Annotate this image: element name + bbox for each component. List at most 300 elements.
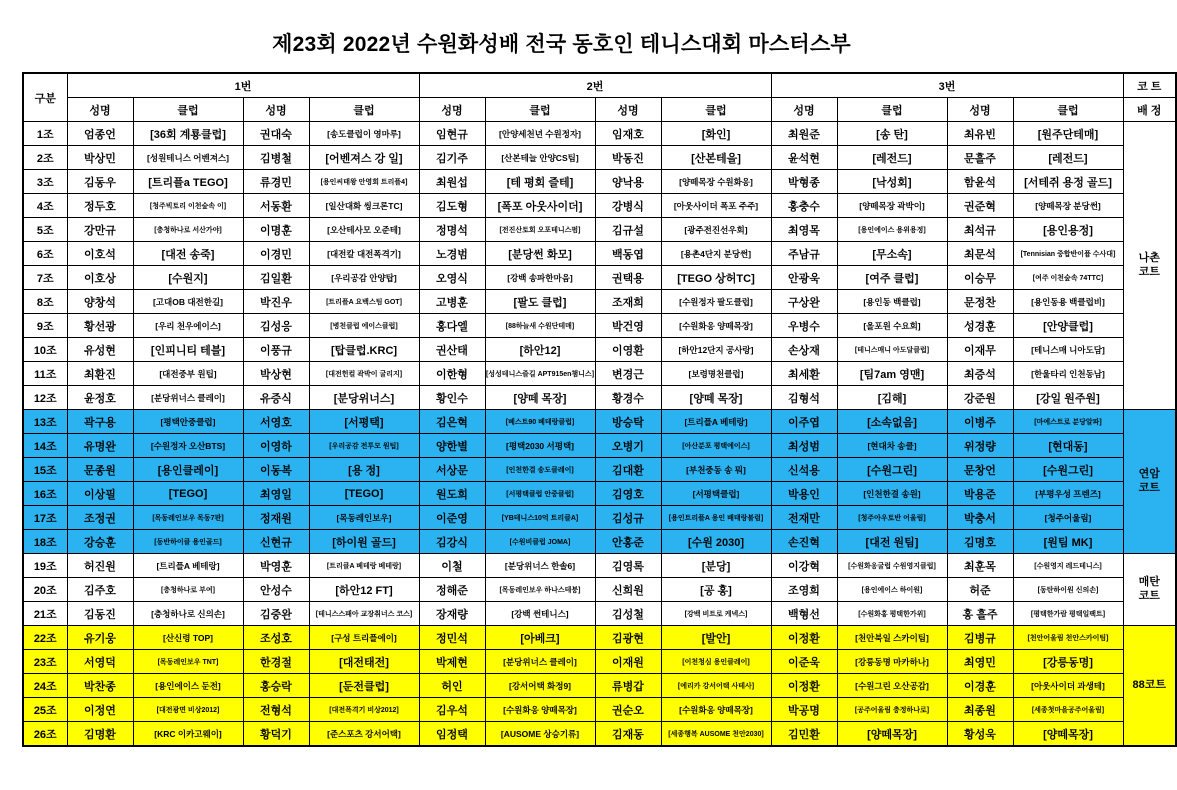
- player-name: 이풍규: [243, 338, 309, 362]
- player-club: [전진산토회 오포테니스펌]: [485, 218, 595, 242]
- player-name: 오영식: [419, 266, 485, 290]
- player-club: [마에스트로 분당알파]: [1013, 410, 1123, 434]
- player-club: [병천클럽 에이스클럽]: [309, 314, 419, 338]
- player-club: [수원정자 오산BTS]: [133, 434, 243, 458]
- court-assignment: 88코트: [1123, 626, 1176, 747]
- player-name: 김병규: [947, 626, 1013, 650]
- player-club: [동탄하이원 신의손]: [1013, 578, 1123, 602]
- player-name: 최증석: [947, 362, 1013, 386]
- player-name: 김대환: [595, 458, 661, 482]
- player-name: 방승탁: [595, 410, 661, 434]
- player-club: [팀7am 영맨]: [837, 362, 947, 386]
- player-name: 안성수: [243, 578, 309, 602]
- player-name: 안광욱: [771, 266, 837, 290]
- player-club: [아웃사이더 과생테]: [1013, 674, 1123, 698]
- player-name: 주남규: [771, 242, 837, 266]
- player-name: 곽구용: [67, 410, 133, 434]
- player-club: [청주아우토반 어울림]: [837, 506, 947, 530]
- player-club: [용인용정]: [1013, 218, 1123, 242]
- table-row: [23, 410, 1176, 434]
- player-club: [산본테늘 안양CS팀]: [485, 146, 595, 170]
- header-row-subs: [23, 98, 1176, 122]
- player-name: 전형석: [243, 698, 309, 722]
- table-row: [23, 650, 1176, 674]
- row-group-label: 9조: [23, 314, 67, 338]
- player-club: [수원화홍 평택한가위]: [837, 602, 947, 626]
- header-club-1: 클럽: [133, 98, 243, 122]
- header-gubun: 구분: [23, 73, 67, 122]
- player-club: [천안북일 스카이팀]: [837, 626, 947, 650]
- player-club: [충청하나로 신의손]: [133, 602, 243, 626]
- table-row: [23, 506, 1176, 530]
- header-club-4: 클럽: [661, 98, 771, 122]
- row-group-label: 2조: [23, 146, 67, 170]
- player-name: 신현규: [243, 530, 309, 554]
- player-club: [부천중동 송 뭐]: [661, 458, 771, 482]
- player-name: 김우석: [419, 698, 485, 722]
- player-club: [우리공감 안양탑]: [309, 266, 419, 290]
- row-group-label: 23조: [23, 650, 67, 674]
- player-club: [광주전진선우회]: [661, 218, 771, 242]
- table-row: [23, 626, 1176, 650]
- player-club: [청주빅토리 이천숲속 이]: [133, 194, 243, 218]
- player-name: 김동진: [67, 602, 133, 626]
- player-club: [아산분포 평택에이스]: [661, 434, 771, 458]
- player-name: 이준영: [419, 506, 485, 530]
- row-group-label: 22조: [23, 626, 67, 650]
- header-club-6: 클럽: [1013, 98, 1123, 122]
- player-name: 허인: [419, 674, 485, 698]
- player-club: [성원테니스 어벤져스]: [133, 146, 243, 170]
- header-name-4: 성명: [595, 98, 661, 122]
- player-name: 강만규: [67, 218, 133, 242]
- row-group-label: 4조: [23, 194, 67, 218]
- player-club: [서평택클럽]: [661, 482, 771, 506]
- player-name: 최영목: [771, 218, 837, 242]
- player-name: 이준욱: [771, 650, 837, 674]
- header-group-3: 3번: [771, 73, 1123, 98]
- player-club: [부평우성 프렌즈]: [1013, 482, 1123, 506]
- player-name: 강승훈: [67, 530, 133, 554]
- player-club: [분당위너스 클레이]: [485, 650, 595, 674]
- player-club: [수원그린]: [837, 458, 947, 482]
- player-name: 이한형: [419, 362, 485, 386]
- player-club: [화인]: [661, 122, 771, 146]
- player-name: 윤정호: [67, 386, 133, 410]
- player-name: 권준혁: [947, 194, 1013, 218]
- player-club: [강백 송파한마음]: [485, 266, 595, 290]
- header-group-1: 1번: [67, 73, 419, 98]
- row-group-label: 3조: [23, 170, 67, 194]
- header-group-2: 2번: [419, 73, 771, 98]
- player-club: [수원 2030]: [661, 530, 771, 554]
- player-club: [베스트90 베테랑클럽]: [485, 410, 595, 434]
- player-name: 황성욱: [947, 722, 1013, 747]
- player-name: 문종원: [67, 458, 133, 482]
- player-club: [레전드]: [1013, 146, 1123, 170]
- player-name: 홍다엘: [419, 314, 485, 338]
- player-name: 전재만: [771, 506, 837, 530]
- player-club: [강일 원주원]: [1013, 386, 1123, 410]
- player-name: 함윤석: [947, 170, 1013, 194]
- player-name: 이정연: [67, 698, 133, 722]
- player-club: [구성 트리플에이]: [309, 626, 419, 650]
- player-name: 홍승락: [243, 674, 309, 698]
- player-club: [우리 천우에이스]: [133, 314, 243, 338]
- player-club: [준스포츠 강서어택]: [309, 722, 419, 747]
- player-name: 이철: [419, 554, 485, 578]
- player-club: [산본테을]: [661, 146, 771, 170]
- player-club: [용인에이스 용위용정]: [837, 218, 947, 242]
- player-name: 유기웅: [67, 626, 133, 650]
- row-group-label: 1조: [23, 122, 67, 146]
- player-name: 양창석: [67, 290, 133, 314]
- player-club: [양떼목장 곽박이]: [837, 194, 947, 218]
- table-row: [23, 218, 1176, 242]
- player-club: [TEGO]: [309, 482, 419, 506]
- player-club: [용인씨태왕 안영회 트리플4]: [309, 170, 419, 194]
- draw-table: [22, 72, 1177, 747]
- row-group-label: 11조: [23, 362, 67, 386]
- table-row: [23, 722, 1176, 747]
- player-name: 홍충수: [771, 194, 837, 218]
- player-club: [공주어울림 충정하나로]: [837, 698, 947, 722]
- player-name: 이정환: [771, 674, 837, 698]
- row-group-label: 13조: [23, 410, 67, 434]
- row-group-label: 7조: [23, 266, 67, 290]
- player-club: [이천청심 용인클레이]: [661, 650, 771, 674]
- header-club-5: 클럽: [837, 98, 947, 122]
- player-name: 박상민: [67, 146, 133, 170]
- table-row: [23, 242, 1176, 266]
- player-name: 최세환: [771, 362, 837, 386]
- player-club: [성성테니스즐길 APT915en챔니스]: [485, 362, 595, 386]
- player-name: 김동우: [67, 170, 133, 194]
- player-club: [원팀 MK]: [1013, 530, 1123, 554]
- player-name: 최환진: [67, 362, 133, 386]
- player-name: 엄종언: [67, 122, 133, 146]
- player-club: [고대OB 대전한길]: [133, 290, 243, 314]
- player-club: [트리클A 베테랑 베테랑]: [309, 554, 419, 578]
- player-name: 오병기: [595, 434, 661, 458]
- player-club: [수원화옹 양떼목장]: [661, 314, 771, 338]
- draw-table-wrapper: [0, 72, 1166, 747]
- player-name: 유명완: [67, 434, 133, 458]
- player-club: [트리플A 요백스팀 GOT]: [309, 290, 419, 314]
- player-name: 양낙용: [595, 170, 661, 194]
- player-name: 위정량: [947, 434, 1013, 458]
- player-name: 박상현: [243, 362, 309, 386]
- player-club: [현대차 송클]: [837, 434, 947, 458]
- player-club: [평택2030 서평택]: [485, 434, 595, 458]
- player-name: 김명호: [947, 530, 1013, 554]
- player-club: [강서어택 화정9]: [485, 674, 595, 698]
- table-row: [23, 170, 1176, 194]
- table-row: [23, 482, 1176, 506]
- player-name: 이영환: [595, 338, 661, 362]
- row-group-label: 12조: [23, 386, 67, 410]
- player-club: [트리플A 베테랑]: [661, 410, 771, 434]
- player-club: [송 탄]: [837, 122, 947, 146]
- header-name-3: 성명: [419, 98, 485, 122]
- player-name: 황선광: [67, 314, 133, 338]
- table-row: [23, 314, 1176, 338]
- player-club: [소속없음]: [837, 410, 947, 434]
- player-name: 김은혁: [419, 410, 485, 434]
- player-club: [분당썬 화모]: [485, 242, 595, 266]
- player-club: [원주단테매]: [1013, 122, 1123, 146]
- table-row: [23, 362, 1176, 386]
- player-club: [용인동용 백클럽비]: [1013, 290, 1123, 314]
- player-name: 이승무: [947, 266, 1013, 290]
- player-name: 김병철: [243, 146, 309, 170]
- player-name: 성경훈: [947, 314, 1013, 338]
- player-club: [송도클럽이 영마루]: [309, 122, 419, 146]
- player-club: [용인트리플A 용인 배태랑불럼]: [661, 506, 771, 530]
- player-name: 권택용: [595, 266, 661, 290]
- player-club: [양떼목장 분당썬]: [1013, 194, 1123, 218]
- player-name: 권대숙: [243, 122, 309, 146]
- player-name: 우병수: [771, 314, 837, 338]
- player-name: 황경수: [595, 386, 661, 410]
- player-club: [수원화옹 양떼목장]: [661, 698, 771, 722]
- player-name: 박용인: [771, 482, 837, 506]
- header-name-6: 성명: [947, 98, 1013, 122]
- player-name: 김기주: [419, 146, 485, 170]
- player-name: 김중완: [243, 602, 309, 626]
- player-club: [충청하나로 서산가야]: [133, 218, 243, 242]
- player-club: [테니스스패아 교장취너스 코스]: [309, 602, 419, 626]
- player-club: [TEGO 상허TC]: [661, 266, 771, 290]
- player-name: 박영훈: [243, 554, 309, 578]
- player-name: 박진우: [243, 290, 309, 314]
- player-name: 임정택: [419, 722, 485, 747]
- player-name: 서영덕: [67, 650, 133, 674]
- player-name: 허준: [947, 578, 1013, 602]
- player-club: [테 평회 즐테]: [485, 170, 595, 194]
- player-club: [둔전클럽]: [309, 674, 419, 698]
- player-club: [분당위너스]: [309, 386, 419, 410]
- row-group-label: 20조: [23, 578, 67, 602]
- player-name: 서상문: [419, 458, 485, 482]
- player-name: 조정권: [67, 506, 133, 530]
- player-name: 조성호: [243, 626, 309, 650]
- player-name: 김광현: [595, 626, 661, 650]
- player-club: [발안]: [661, 626, 771, 650]
- player-name: 김성응: [243, 314, 309, 338]
- player-club: [용인에이스 하이원]: [837, 578, 947, 602]
- player-name: 최원섭: [419, 170, 485, 194]
- player-name: 임재호: [595, 122, 661, 146]
- player-club: [용인에이스 둔전]: [133, 674, 243, 698]
- player-club: [동반하이클 용인골드]: [133, 530, 243, 554]
- player-name: 유증식: [243, 386, 309, 410]
- player-club: [YB테니스10억 트리클A]: [485, 506, 595, 530]
- row-group-label: 8조: [23, 290, 67, 314]
- player-name: 김형석: [771, 386, 837, 410]
- table-row: [23, 434, 1176, 458]
- player-club: [여주 클럽]: [837, 266, 947, 290]
- table-row: [23, 578, 1176, 602]
- player-name: 김강식: [419, 530, 485, 554]
- court-assignment: 나촌 코트: [1123, 122, 1176, 410]
- player-name: 유성현: [67, 338, 133, 362]
- player-name: 안홍준: [595, 530, 661, 554]
- player-club: [수원그린 오산공감]: [837, 674, 947, 698]
- player-club: [분당위너스 클레이]: [133, 386, 243, 410]
- player-name: 최유빈: [947, 122, 1013, 146]
- player-club: [인천한결 송원]: [837, 482, 947, 506]
- player-name: 조영희: [771, 578, 837, 602]
- player-name: 최원준: [771, 122, 837, 146]
- player-club: [AUSOME 상승기류]: [485, 722, 595, 747]
- table-row: [23, 194, 1176, 218]
- header-club-2: 클럽: [309, 98, 419, 122]
- table-row: [23, 602, 1176, 626]
- table-row: [23, 290, 1176, 314]
- player-name: 구상완: [771, 290, 837, 314]
- player-name: 이상필: [67, 482, 133, 506]
- player-name: 신석용: [771, 458, 837, 482]
- table-row: [23, 698, 1176, 722]
- player-club: [김해]: [837, 386, 947, 410]
- player-name: 최종원: [947, 698, 1013, 722]
- player-club: [목동레인보우 하나스테붕]: [485, 578, 595, 602]
- player-name: 김명환: [67, 722, 133, 747]
- player-club: [강백 썬테니스]: [485, 602, 595, 626]
- header-court-1: 코 트: [1123, 73, 1176, 98]
- table-row: [23, 530, 1176, 554]
- row-group-label: 24조: [23, 674, 67, 698]
- player-club: [산신령 TOP]: [133, 626, 243, 650]
- player-club: [에리카 강서어택 사테사]: [661, 674, 771, 698]
- player-club: [TEGO]: [133, 482, 243, 506]
- player-club: [탑클럽.KRC]: [309, 338, 419, 362]
- player-club: [낙성회]: [837, 170, 947, 194]
- player-name: 홍 흘주: [947, 602, 1013, 626]
- player-club: [대전헌컬 곽박이 굴리지]: [309, 362, 419, 386]
- table-row: [23, 554, 1176, 578]
- player-name: 강병식: [595, 194, 661, 218]
- table-row: [23, 266, 1176, 290]
- player-club: [서평택]: [309, 410, 419, 434]
- player-name: 양한별: [419, 434, 485, 458]
- player-name: 박동진: [595, 146, 661, 170]
- header-row-groups: [23, 73, 1176, 98]
- player-club: [양떼 목장]: [485, 386, 595, 410]
- player-club: [강릉동명]: [1013, 650, 1123, 674]
- player-name: 서동환: [243, 194, 309, 218]
- row-group-label: 21조: [23, 602, 67, 626]
- player-name: 최영민: [947, 650, 1013, 674]
- player-name: 이호석: [67, 242, 133, 266]
- player-club: [현대동]: [1013, 434, 1123, 458]
- player-name: 이정환: [771, 626, 837, 650]
- player-club: [분당위너스 한솔6]: [485, 554, 595, 578]
- player-club: [하안12단지 공사랑]: [661, 338, 771, 362]
- player-name: 김주호: [67, 578, 133, 602]
- player-name: 권산태: [419, 338, 485, 362]
- player-name: 서영호: [243, 410, 309, 434]
- player-name: 박제현: [419, 650, 485, 674]
- player-name: 이병주: [947, 410, 1013, 434]
- player-name: 김영호: [595, 482, 661, 506]
- player-club: [인피니티 테블]: [133, 338, 243, 362]
- table-body: [23, 122, 1176, 747]
- row-group-label: 5조: [23, 218, 67, 242]
- player-name: 정명석: [419, 218, 485, 242]
- table-head: [23, 73, 1176, 122]
- table-row: [23, 146, 1176, 170]
- player-club: [인천한결 송도클레이]: [485, 458, 595, 482]
- player-club: [목동레인보우]: [309, 506, 419, 530]
- player-club: [하이원 골드]: [309, 530, 419, 554]
- player-club: [안양세천년 수원정자]: [485, 122, 595, 146]
- player-name: 손상재: [771, 338, 837, 362]
- player-name: 김일환: [243, 266, 309, 290]
- player-name: 김성규: [595, 506, 661, 530]
- player-club: [수원지]: [133, 266, 243, 290]
- player-club: [용인클레이]: [133, 458, 243, 482]
- player-name: 김규설: [595, 218, 661, 242]
- player-club: [공 홍]: [661, 578, 771, 602]
- player-club: [세종행복 AUSOME 천안2030]: [661, 722, 771, 747]
- player-club: [강백 비트로 케넥스]: [661, 602, 771, 626]
- court-assignment: 연암 코트: [1123, 410, 1176, 554]
- player-name: 조재희: [595, 290, 661, 314]
- player-name: 류병갑: [595, 674, 661, 698]
- player-name: 최석규: [947, 218, 1013, 242]
- player-name: 이주엽: [771, 410, 837, 434]
- player-club: [대전 송죽]: [133, 242, 243, 266]
- player-club: [트리플A 베테랑]: [133, 554, 243, 578]
- player-name: 한경절: [243, 650, 309, 674]
- player-club: [여주 이천숲속 74TTC]: [1013, 266, 1123, 290]
- player-club: [한울타리 인천동남]: [1013, 362, 1123, 386]
- player-name: 권순오: [595, 698, 661, 722]
- player-name: 고병훈: [419, 290, 485, 314]
- player-club: [대전칼 대전폭격기]: [309, 242, 419, 266]
- player-name: 원도희: [419, 482, 485, 506]
- player-club: [수원비클럽 JOMA]: [485, 530, 595, 554]
- player-club: [수원그린]: [1013, 458, 1123, 482]
- player-name: 이영하: [243, 434, 309, 458]
- player-name: 황인수: [419, 386, 485, 410]
- player-club: [충청하나로 부여]: [133, 578, 243, 602]
- player-name: 이경민: [243, 242, 309, 266]
- player-name: 강준원: [947, 386, 1013, 410]
- player-name: 허진원: [67, 554, 133, 578]
- row-group-label: 10조: [23, 338, 67, 362]
- player-name: 김성철: [595, 602, 661, 626]
- page-title: 제23회 2022년 수원화성배 전국 동호인 테니스대회 마스터스부: [272, 33, 851, 56]
- row-group-label: 16조: [23, 482, 67, 506]
- player-club: [양떼목장]: [1013, 722, 1123, 747]
- player-club: [평택한가람 평택일팩트]: [1013, 602, 1123, 626]
- player-club: [양떼목장]: [837, 722, 947, 747]
- player-name: 김민환: [771, 722, 837, 747]
- player-name: 박찬종: [67, 674, 133, 698]
- table-row: [23, 674, 1176, 698]
- player-name: 이동복: [243, 458, 309, 482]
- player-club: [수원화옹굴럽 수원영지클럽]: [837, 554, 947, 578]
- player-club: [대전 원팀]: [837, 530, 947, 554]
- row-group-label: 25조: [23, 698, 67, 722]
- player-club: [일산대화 씽크론TC]: [309, 194, 419, 218]
- player-club: [Tennisian 중합반이퓸 수사대]: [1013, 242, 1123, 266]
- player-club: [서테쥐 용정 골드]: [1013, 170, 1123, 194]
- table-row: [23, 338, 1176, 362]
